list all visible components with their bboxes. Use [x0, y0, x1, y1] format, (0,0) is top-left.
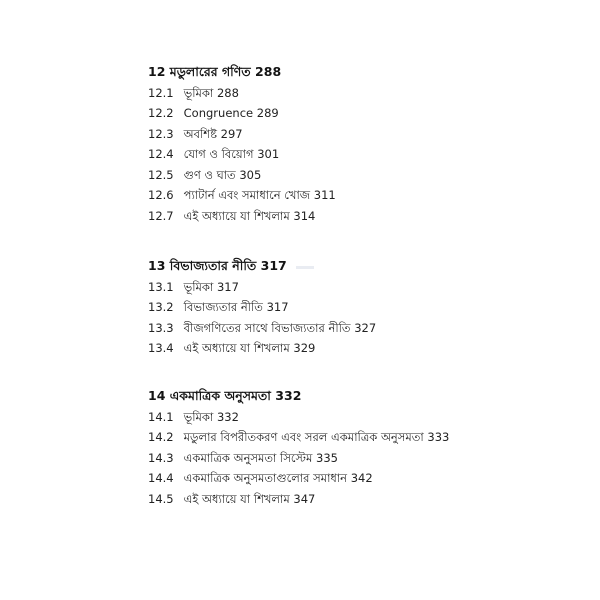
entry-title: বিভাজ্যতার নীতি	[183, 300, 263, 315]
entry-page: 289	[256, 106, 279, 121]
chapter-number: 12	[148, 64, 166, 79]
entry-page: 301	[257, 147, 280, 162]
chapter-title-text: মডুলারের গণিত	[169, 64, 251, 79]
chapter-13	[148, 258, 568, 361]
entry-number: 12.7	[148, 209, 174, 224]
entry-page: 317	[266, 300, 289, 315]
entry-page: 288	[216, 85, 239, 100]
entry-number: 14.2	[148, 430, 174, 445]
entry-title: এই অধ্যায়ে যা শিখলাম	[183, 341, 290, 356]
entry-title: একমাত্রিক অনুসমতাগুলোর সমাধান	[183, 471, 348, 486]
toc-entry	[148, 429, 568, 445]
entry-title: একমাত্রিক অনুসমতা সিস্টেম	[183, 450, 313, 465]
chapter-12	[148, 64, 568, 229]
entry-title: প্যাটার্ন এবং সমাধানে খোজ	[183, 188, 311, 203]
toc-entry	[148, 409, 568, 425]
chapter-page: 332	[275, 388, 302, 403]
chapter-page: 288	[255, 64, 282, 79]
entry-number: 13.3	[148, 320, 174, 335]
toc-entry	[148, 126, 568, 142]
entry-number: 12.2	[148, 106, 174, 121]
entry-number: 12.4	[148, 147, 174, 162]
entry-page: 305	[239, 167, 262, 182]
entry-title: এই অধ্যায়ে যা শিখলাম	[183, 491, 290, 506]
entry-page: 333	[427, 430, 450, 445]
toc-entry	[148, 208, 568, 224]
entry-number: 12.5	[148, 167, 174, 182]
chapter-14	[148, 388, 568, 511]
entry-number: 13.2	[148, 300, 174, 315]
chapter-title	[148, 64, 568, 80]
entry-title: এই অধ্যায়ে যা শিখলাম	[183, 209, 290, 224]
toc-entry	[148, 146, 568, 162]
entry-page: 297	[220, 126, 243, 141]
toc-entry	[148, 279, 568, 295]
entry-page: 347	[293, 491, 316, 506]
entry-page: 342	[350, 471, 373, 486]
entry-number: 14.4	[148, 471, 174, 486]
toc-entry	[148, 470, 568, 486]
entry-title: Congruence	[183, 106, 254, 121]
entry-title: ভূমিকা	[183, 409, 214, 424]
entry-page: 314	[293, 209, 316, 224]
entry-number: 12.3	[148, 126, 174, 141]
toc-entry	[148, 187, 568, 203]
entry-title: ভূমিকা	[183, 279, 214, 294]
entry-page: 332	[216, 409, 239, 424]
entry-number: 14.1	[148, 409, 174, 424]
chapter-number: 13	[148, 258, 166, 273]
entry-number: 14.3	[148, 450, 174, 465]
entry-title: বীজগণিতের সাথে বিভাজ্যতার নীতি	[183, 320, 351, 335]
chapter-title-text: একমাত্রিক অনুসমতা	[169, 388, 271, 403]
entry-page: 335	[316, 450, 338, 465]
entry-page: 329	[293, 341, 316, 356]
entry-title: গুণ ও ঘাত	[183, 167, 236, 182]
toc-entry	[148, 450, 568, 466]
toc-entry	[148, 105, 568, 121]
chapter-title	[148, 388, 568, 404]
entry-page: 311	[313, 188, 336, 203]
chapter-page: 317	[260, 258, 287, 273]
entry-page: 317	[216, 279, 239, 294]
entry-page: 327	[354, 320, 377, 335]
entry-number: 13.1	[148, 279, 174, 294]
entry-title: যোগ ও বিয়োগ	[183, 147, 254, 162]
entry-number: 13.4	[148, 341, 174, 356]
entry-number: 14.5	[148, 491, 174, 506]
entry-number: 12.6	[148, 188, 174, 203]
chapter-number: 14	[148, 388, 166, 403]
entry-title: মডুলার বিপরীতকরণ এবং সরল একমাত্রিক অনুসমতা	[183, 430, 424, 445]
entry-title: অবশিষ্ট	[183, 126, 218, 141]
toc-entry	[148, 299, 568, 315]
entry-title: ভূমিকা	[183, 85, 214, 100]
toc-entry	[148, 340, 568, 356]
entry-number: 12.1	[148, 85, 174, 100]
toc-entry	[148, 167, 568, 183]
toc-entry	[148, 85, 568, 101]
chapter-title	[148, 258, 568, 274]
toc-entry	[148, 320, 568, 336]
chapter-title-text: বিভাজ্যতার নীতি	[169, 258, 257, 273]
toc-entry	[148, 491, 568, 507]
